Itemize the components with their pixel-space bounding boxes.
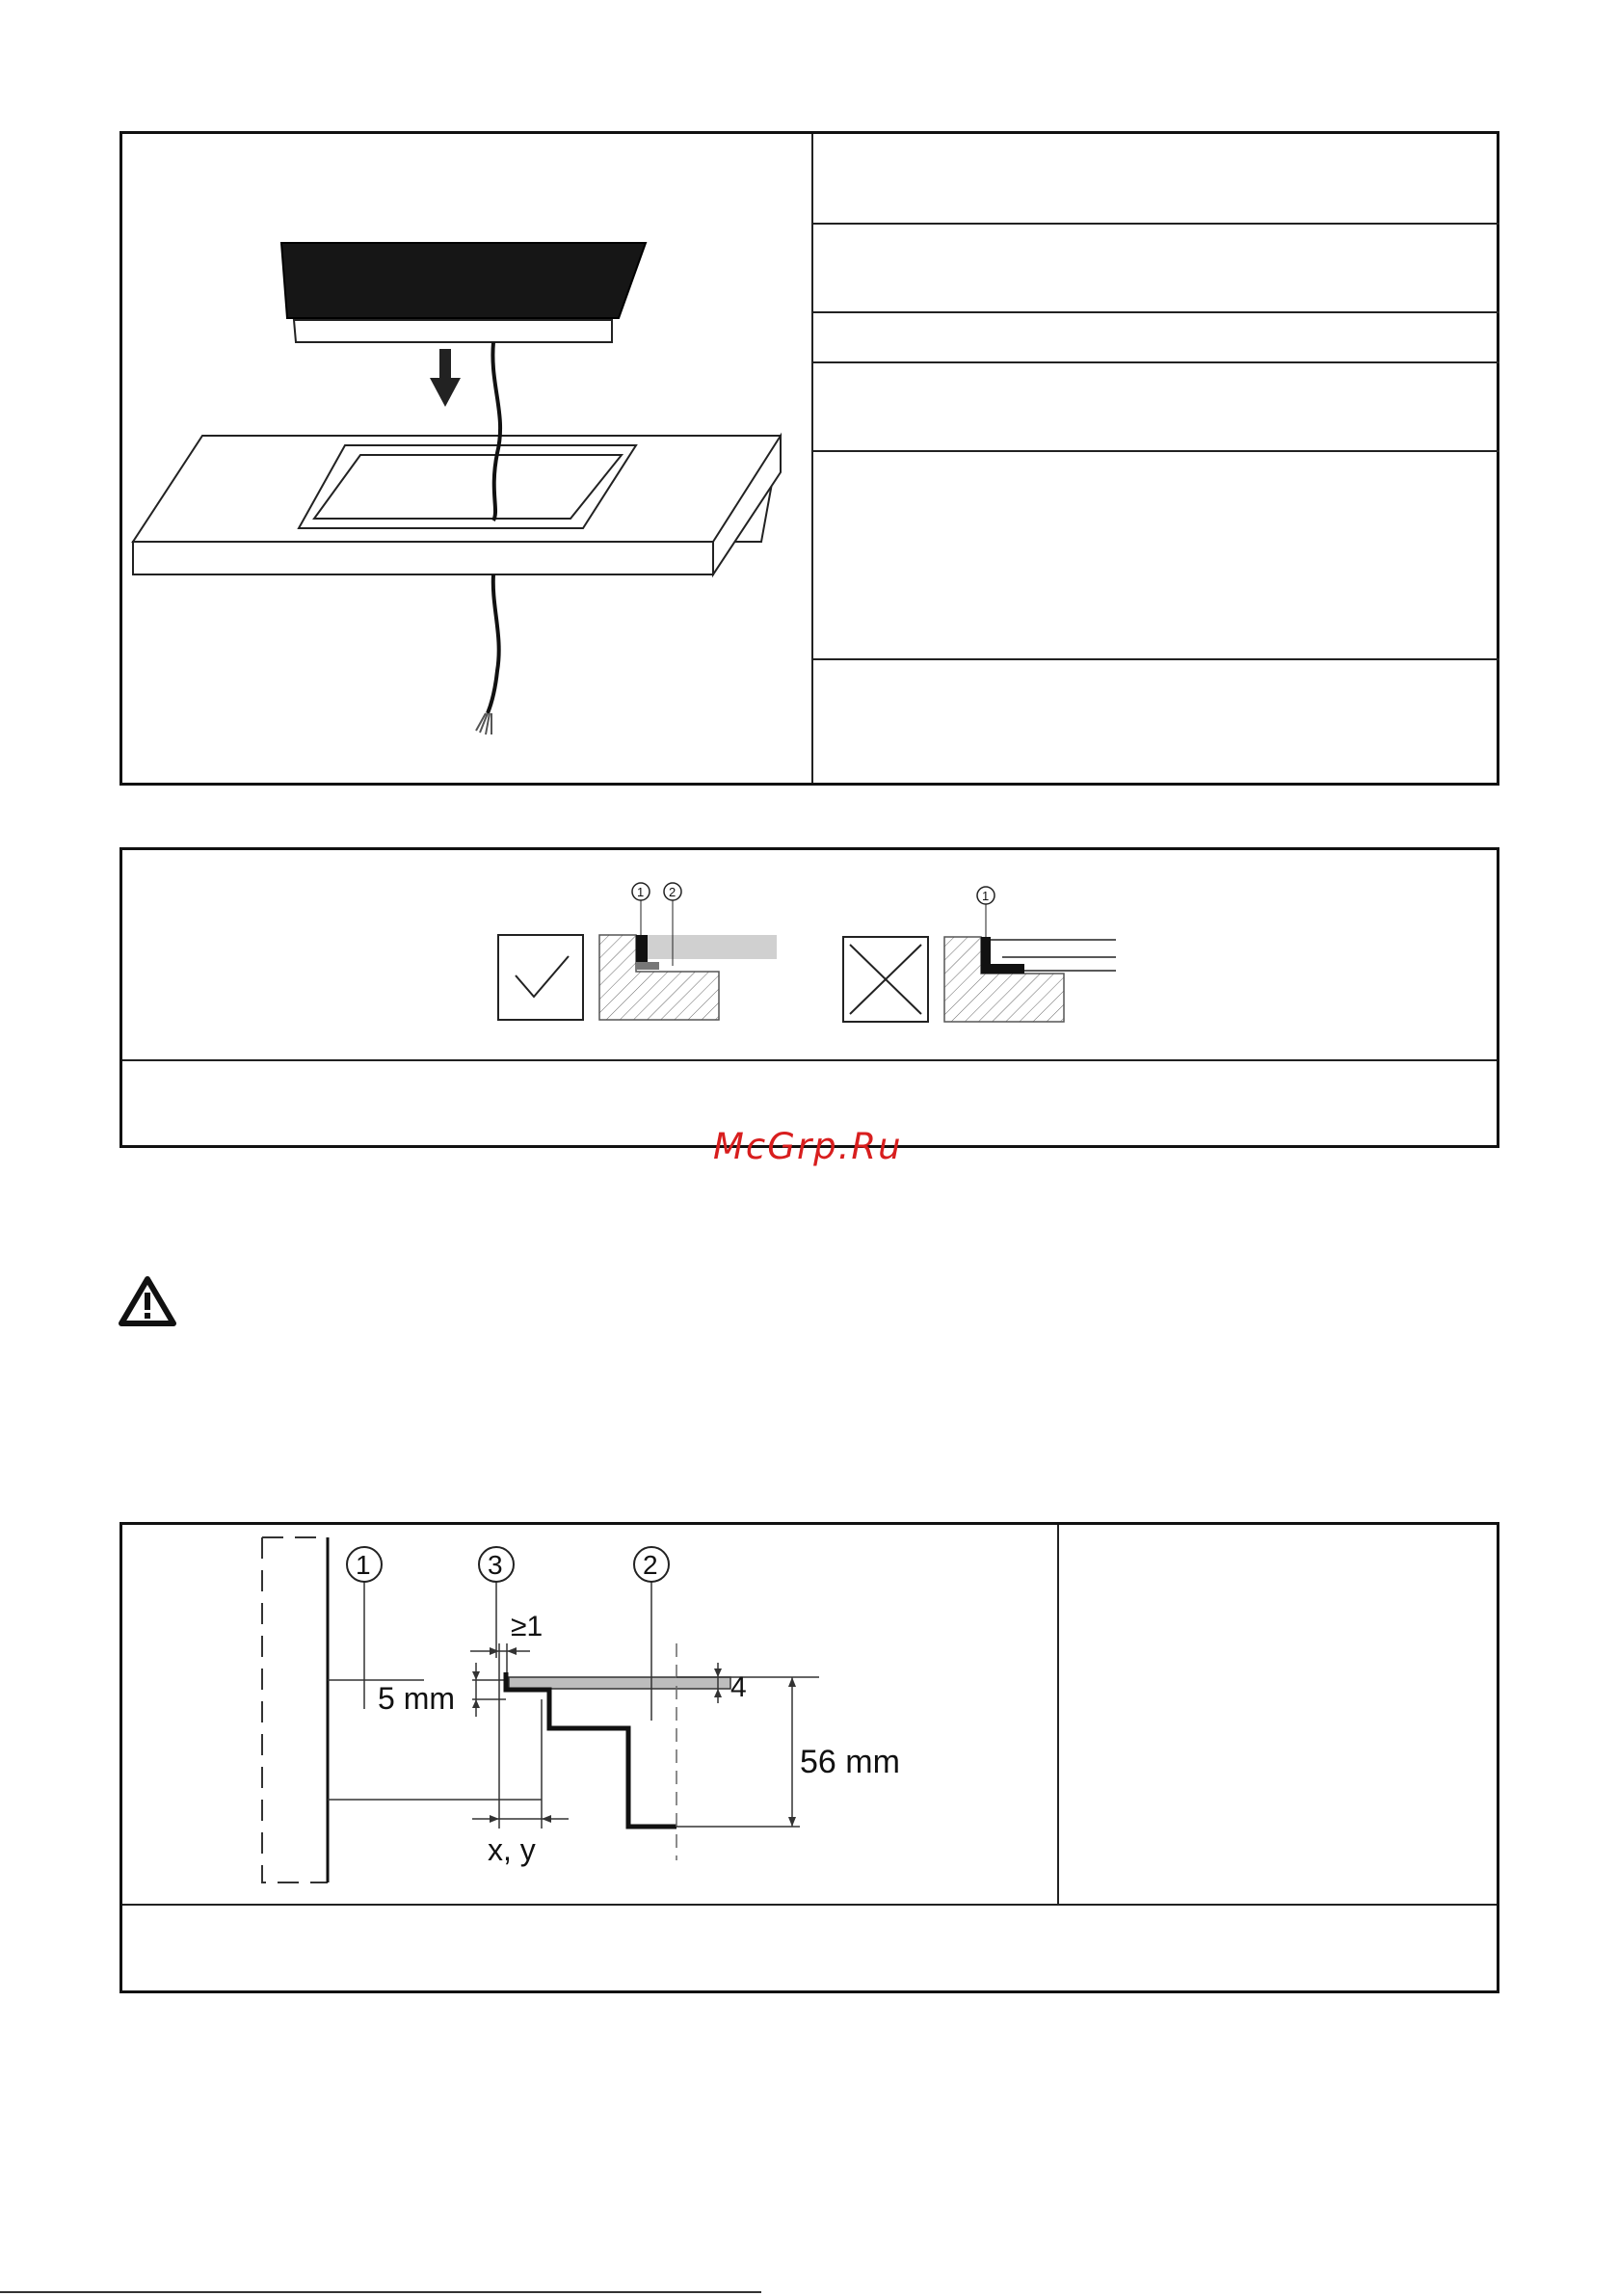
clearance-divider [1057,1525,1059,1904]
hob-body [294,320,612,342]
installation-divider [811,134,813,783]
xy-label: x, y [488,1832,536,1867]
glass-section [636,935,777,959]
down-arrow-head [430,378,461,407]
depth-label: 56 mm [800,1744,900,1780]
instruction-row-line [813,223,1499,225]
callout-1: 1 [637,885,645,899]
cable-wires [476,713,491,734]
gasket-2 [636,962,659,970]
gasket-box [119,847,1499,1148]
callout-2: 2 [669,885,676,899]
gasket-correct-figure [491,875,781,1029]
instruction-row-line [813,658,1499,660]
clearance-diagram [241,1528,935,1894]
instruction-row-line [813,311,1499,313]
worktop-front [133,542,713,574]
hob-installation-illustration [125,135,809,781]
wrong-callout-1: 1 [982,889,990,903]
callout-2: 2 [643,1550,658,1580]
hob-glass-section [509,1677,730,1689]
thickness-label: 4 [730,1671,747,1703]
down-arrow-shaft [439,349,451,378]
watermark: McGrp.Ru [713,1126,903,1167]
wall-dashed [262,1537,328,1882]
footer-rule [0,2291,761,2293]
warning-triangle-icon [118,1274,177,1328]
correct-frame [498,935,583,1020]
gasket-1 [636,935,648,964]
gasket-box-divider [122,1059,1497,1061]
callout-3: 3 [488,1550,503,1580]
worktop-section [944,937,1064,1022]
gasket-wrong [981,937,1024,974]
power-cable-lower [488,574,499,713]
worktop-cutout-inner [314,455,622,519]
gasket-incorrect-figure [836,877,1126,1031]
gap-label: ≥1 [511,1611,544,1642]
instruction-row-line [813,450,1499,452]
callout-1: 1 [356,1550,371,1580]
instruction-row-line [813,361,1499,363]
hob-glass-top [281,243,646,318]
clearance-row-line [122,1904,1497,1906]
offset-label: 5 mm [378,1681,455,1716]
